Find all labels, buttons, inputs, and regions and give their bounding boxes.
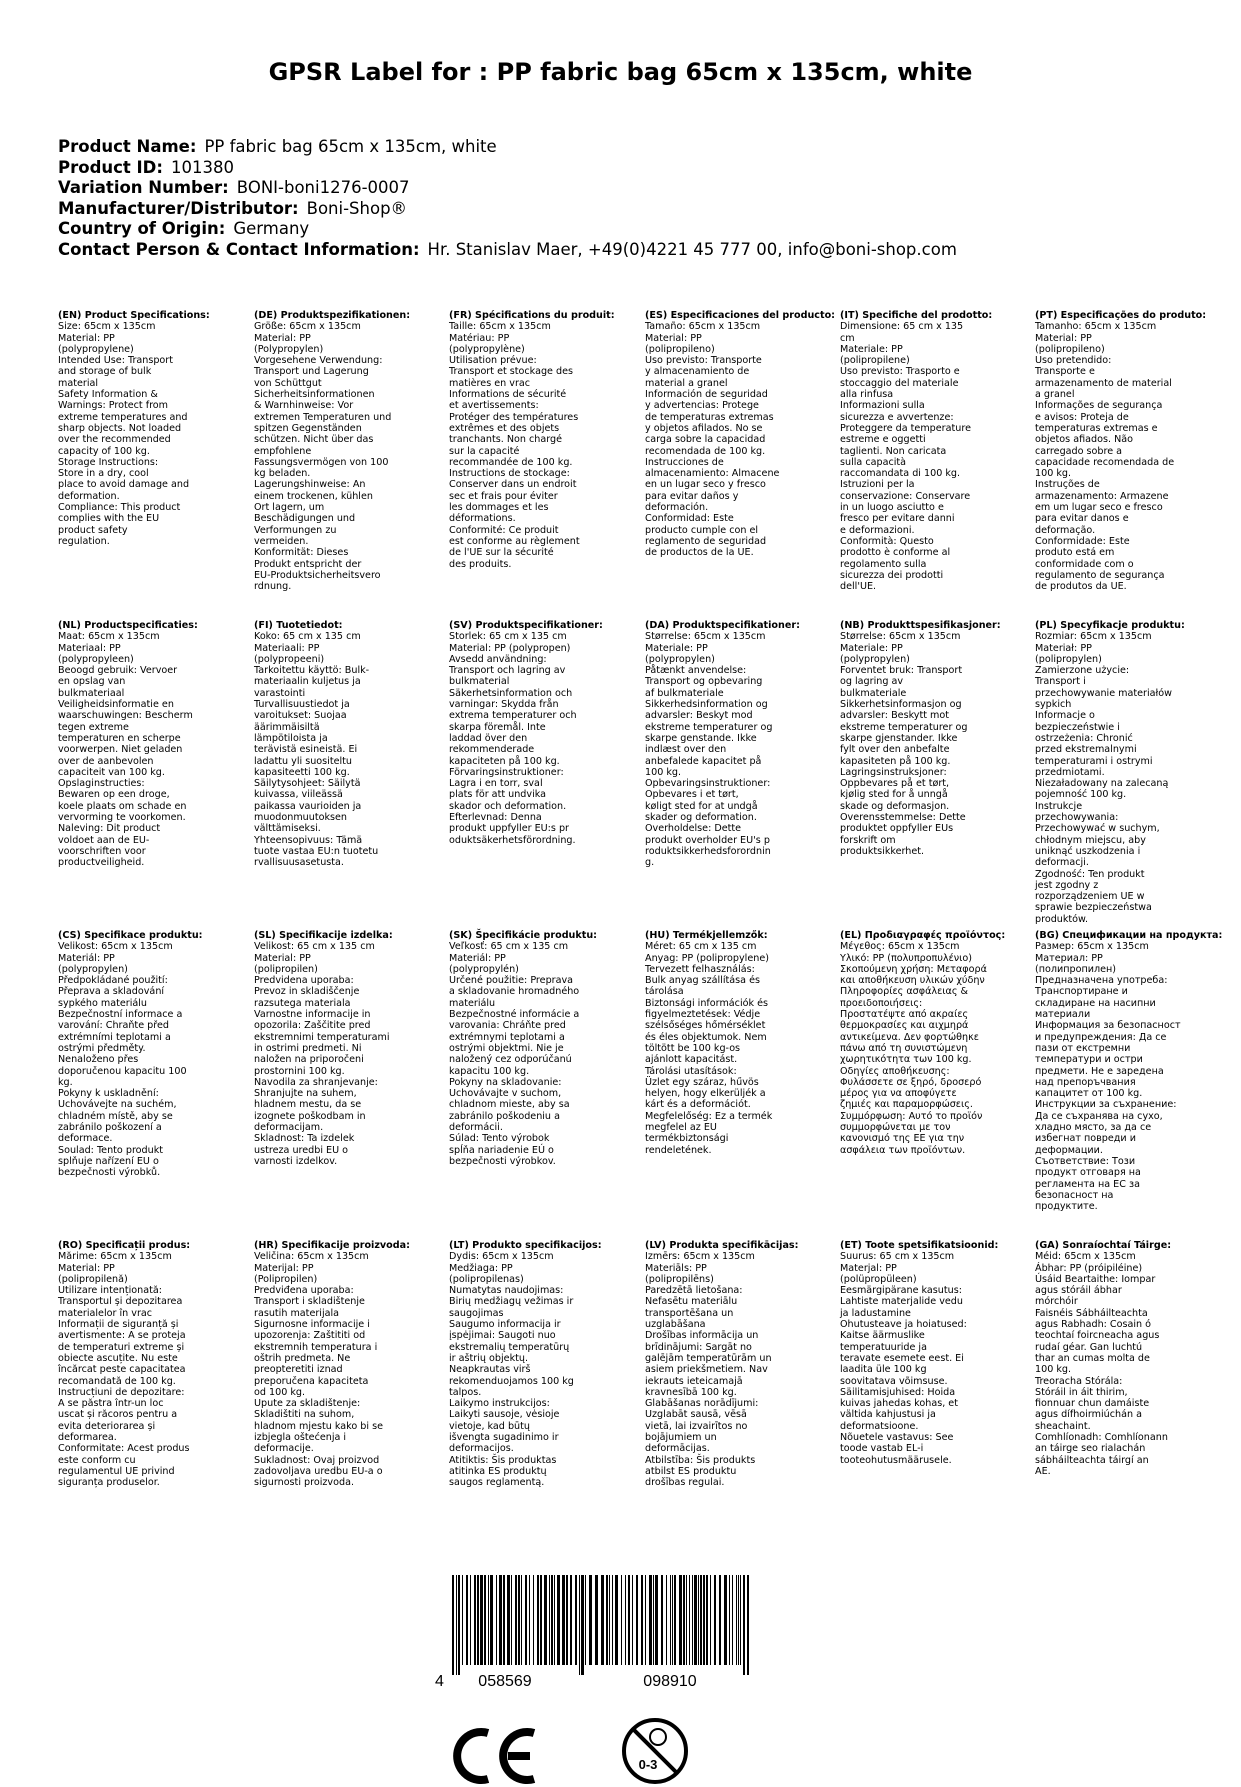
barcode-digits-mid: 058569 bbox=[478, 1673, 532, 1690]
spec-line: Velikost: 65 cm x 135 cm bbox=[254, 941, 375, 953]
spec-line: Utilizare intenționată: Transportul și depozitarea materialelor în vrac bbox=[58, 1285, 183, 1319]
barcode-bar bbox=[562, 1575, 565, 1665]
info-row bbox=[58, 199, 957, 220]
spec-line: Instrucciones de almacenamiento: Almacene en un lugar seco y fresco para evitar daños y deformación. bbox=[645, 456, 780, 514]
barcode-bar bbox=[632, 1575, 633, 1665]
barcode-bar bbox=[689, 1575, 690, 1665]
spec-line: Glabāšanas norādījumi: Uzglabāt sausā, vēsā vietā, lai izvairītos no bojājumiem un deformācijas. bbox=[645, 1398, 759, 1455]
barcode-bar bbox=[566, 1575, 568, 1665]
spec-line: Úsáid Beartaithe: Iompar agus stóráil ábhar mórchóir bbox=[1035, 1273, 1156, 1308]
spec-line: Safety Information & Warnings: Protect from extreme temperatures and sharp objects. Not loaded over the recommended capacity of 100 kg. bbox=[58, 389, 188, 457]
spec-line: Säkerhetsinformation och varningar: Skydda från extrema temperaturer och skarpa föremål. Inte laddad över den rekommenderade kapaciteten på 100 kg. bbox=[449, 687, 577, 767]
spec-line: Materijal: PP (Polipropilen) bbox=[254, 1262, 318, 1285]
product-info bbox=[58, 137, 957, 260]
spec-block bbox=[1035, 310, 1225, 592]
spec-line: Conformitate: Acest produs este conform cu regulamentul UE privind siguranța produselor. bbox=[58, 1443, 190, 1489]
barcode-bar bbox=[649, 1575, 652, 1665]
spec-line: Størrelse: 65cm x 135cm bbox=[645, 631, 766, 643]
spec-line: Sikkerhedsinformation og advarsler: Beskyt mod ekstreme temperaturer og skarpe genstande. Ikke indlæst over den anbefalede kapacitet på 100 kg. bbox=[645, 699, 773, 778]
barcode-bar bbox=[636, 1575, 638, 1665]
spec-line: Μέγεθος: 65cm x 135cm bbox=[840, 941, 960, 953]
barcode-bar bbox=[612, 1575, 613, 1665]
barcode-bar bbox=[595, 1575, 598, 1665]
spec-line: Informazioni sulla sicurezza e avvertenze: Proteggere da temperature estreme e oggetti taglienti. Non caricata sulla capacità raccomandata di 100 kg. bbox=[840, 400, 971, 480]
barcode-bar bbox=[488, 1575, 489, 1665]
spec-block bbox=[58, 620, 248, 869]
barcode-bar bbox=[518, 1575, 520, 1665]
spec-line: Säilitamisjuhised: Hoida kuivas jahedas kohas, et vältida kahjustusi ja deformatsioone. bbox=[840, 1386, 958, 1432]
spec-line: Tarkoitettu käyttö: Bulk- materiaalin kuljetus ja varastointi bbox=[254, 665, 370, 699]
spec-heading: (LV) Produkta specifikācijas: bbox=[645, 1240, 799, 1251]
barcode-bar bbox=[672, 1575, 673, 1665]
barcode-bar bbox=[740, 1575, 741, 1665]
barcode-bar bbox=[628, 1575, 630, 1665]
barcode-bar bbox=[458, 1575, 460, 1675]
info-label: Contact Person & Contact Information: bbox=[58, 239, 420, 259]
spec-line: Sicherheitsinformationen & Warnhinweise: Vor extremen Temperaturen und spitzen Gegenständen schützen. Nicht über das empfohlene Fassungsvermögen von 100 kg beladen. bbox=[254, 389, 392, 480]
spec-line: Информация за безопасност и предупреждения: Да се пази от екстремни температури и остри предмети. Не е заредена над препоръчвания капацитет от 100 kg. bbox=[1035, 1020, 1181, 1100]
info-label: Product Name: bbox=[58, 137, 197, 156]
spec-heading: (ET) Toote spetsifikatsioonid: bbox=[840, 1240, 999, 1251]
spec-heading: (HR) Specifikacije proizvoda: bbox=[254, 1240, 410, 1251]
info-row bbox=[58, 219, 957, 240]
spec-line: Συμμόρφωση: Αυτό το προϊόν συμμορφώνεται με τον κανονισμό της ΕΕ για την ασφάλεια των προϊόντων. bbox=[840, 1110, 983, 1156]
spec-line: Material: PP (polipropilen) bbox=[254, 952, 318, 975]
spec-line: Biztonsági információk és figyelmeztetések: Védje szélsőséges hőmérséklet és éles objektumok. Nem töltött be 100 kg-os ajánlott kapacitást. bbox=[645, 997, 768, 1066]
age-warning-icon bbox=[620, 1715, 690, 1787]
spec-line: Saugumo informacija ir įspėjimai: Saugoti nuo ekstremalių temperatūrų ir aštrių objektų. Neapkrautas virš rekomenduojamos 100 kg talpos. bbox=[449, 1319, 574, 1398]
barcode-bar bbox=[549, 1575, 550, 1665]
barcode-bar bbox=[655, 1575, 658, 1665]
spec-line: Zamierzone użycie: Transport i przechowywanie materiałów sypkich bbox=[1035, 665, 1172, 711]
spec-block bbox=[1035, 620, 1225, 925]
barcode-bar bbox=[525, 1575, 527, 1665]
spec-line: Lagringsinstruksjoner: Oppbevares på et tørt, kjølig sted for å unngå skade og deformasjon. bbox=[840, 766, 950, 812]
barcode-bar bbox=[551, 1575, 553, 1665]
spec-line: Informații de siguranță și avertismente: A se proteja de temperaturi extreme și obiecte ascuțite. Nu este încărcat peste capacitatea recomandată de 100 kg. bbox=[58, 1319, 186, 1387]
spec-line: Skladnost: Ta izdelek ustreza uredbi EU o varnosti izdelkov. bbox=[254, 1133, 355, 1167]
spec-line: Veiligheidsinformatie en waarschuwingen: Bescherm tegen extreme temperaturen en scherpe voorwerpen. Niet geladen over de aanbevolen capaciteit van 100 kg. bbox=[58, 699, 193, 778]
barcode-bar bbox=[615, 1575, 618, 1665]
spec-line: Forventet bruk: Transport og lagring av bulkmateriale bbox=[840, 665, 963, 699]
spec-line: Taille: 65cm x 135cm bbox=[449, 321, 551, 333]
spec-line: Material: PP (polypropen) bbox=[449, 642, 571, 654]
info-value: 101380 bbox=[170, 157, 234, 177]
barcode-bar bbox=[470, 1575, 471, 1665]
spec-block bbox=[840, 620, 1030, 857]
barcode-bar bbox=[581, 1575, 584, 1675]
spec-line: Materiale: PP (polipropilene) bbox=[840, 343, 910, 367]
barcode-bar bbox=[724, 1575, 727, 1665]
barcode-bar bbox=[515, 1575, 517, 1665]
barcode-bar bbox=[694, 1575, 697, 1665]
barcode-bar bbox=[601, 1575, 604, 1665]
spec-line: Sigurnosne informacije i upozorenja: Zaštititi od ekstremnih temperatura i oštrih predmeta. Ne preopteretiti iznad preporučena kapaciteta od 100 kg. bbox=[254, 1319, 378, 1398]
barcode-bar bbox=[503, 1575, 505, 1665]
spec-line: Größe: 65cm x 135cm bbox=[254, 321, 361, 333]
spec-block bbox=[58, 930, 248, 1179]
spec-line: Tamanho: 65cm x 135cm bbox=[1035, 321, 1157, 333]
barcode-digit-left: 4 bbox=[435, 1673, 444, 1690]
spec-line: Velikost: 65cm x 135cm bbox=[58, 941, 173, 953]
spec-line: Tárolási utasítások: Üzlet egy száraz, hűvös helyen, hogy elkerüljék a kárt és a deformációt. bbox=[645, 1065, 766, 1111]
spec-line: Uso pretendido: Transporte e armazenamento de material a granel bbox=[1035, 355, 1172, 401]
spec-line: Overensstemmelse: Dette produktet oppfyller EUs forskrift om produktsikkerhet. bbox=[840, 812, 966, 857]
barcode-bar bbox=[736, 1575, 737, 1665]
spec-line: Bezpečnostné informácie a varovania: Chráňte pred extrémnymi teplotami a ostrými objektmi. Nie je naložený cez odporúčanú kapacitu 100 kg. bbox=[449, 1009, 580, 1077]
spec-line: Paredzētā lietošana: Nefasētu materiālu transportēšana un uzglabāšana bbox=[645, 1285, 743, 1331]
spec-line: Πληροφορίες ασφάλειας & προειδοποιήσεις: Προστατέψτε από ακραίες θερμοκρασίες και αιχμηρά αντικείμενα. Δεν φορτώθηκε πάνω από τη συνιστώμενη χωρητικότητα των 100 kg. bbox=[840, 986, 979, 1066]
spec-line: Numatytas naudojimas: Birių medžiagų vežimas ir saugojimas bbox=[449, 1285, 574, 1319]
spec-line: Predviđena uporaba: Transport i skladištenje rasutih materijala bbox=[254, 1285, 365, 1319]
spec-line: Material: PP (polipropileno) bbox=[645, 332, 715, 355]
spec-line: Méret: 65 cm x 135 cm bbox=[645, 941, 757, 953]
barcode-bar bbox=[477, 1575, 479, 1665]
info-label: Product ID: bbox=[58, 157, 163, 177]
spec-line: Dydis: 65cm x 135cm bbox=[449, 1251, 554, 1263]
spec-line: Comhlíonadh: Comhlíonann an táirge seo rialachán sábháilteachta táirgí an AE. bbox=[1035, 1432, 1168, 1477]
spec-block bbox=[840, 310, 1030, 592]
spec-line: Turvallisuustiedot ja varoitukset: Suojaa äärimmäisiltä lämpötiloista ja terävistä esineistä. Ei ladattu yli suositeltu kapasiteetti 100 kg. bbox=[254, 699, 358, 778]
spec-line: Upute za skladištenje: Skladištiti na suhom, hladnom mjestu kako bi se izbjegla oštećenja i deformacije. bbox=[254, 1398, 383, 1455]
barcode-bar bbox=[710, 1575, 711, 1665]
barcode-bar bbox=[484, 1575, 486, 1665]
barcode-bar bbox=[466, 1575, 468, 1665]
spec-line: Påtænkt anvendelse: Transport og opbevaring af bulkmateriale bbox=[645, 665, 763, 699]
barcode-bar bbox=[533, 1575, 534, 1665]
spec-line: Предназначена употреба: Транспортиране и складиране на насипни материали bbox=[1035, 975, 1168, 1021]
spec-line: Koko: 65 cm x 135 cm bbox=[254, 631, 361, 643]
barcode-bar bbox=[511, 1575, 512, 1665]
spec-heading: (DE) Produktspezifikationen: bbox=[254, 310, 411, 321]
barcode-bar bbox=[499, 1575, 502, 1665]
spec-line: Drošības informācija un brīdinājumi: Sargāt no galējām temperatūrām un asiem priekšmetiem. Nav iekrauts ieteicamajā kravnesībā 100 kg. bbox=[645, 1330, 772, 1398]
spec-line: Materiale: PP (polypropylen) bbox=[645, 642, 715, 665]
barcode-bar bbox=[456, 1575, 457, 1675]
barcode-bar bbox=[670, 1575, 671, 1665]
spec-line: Materiaali: PP (polypropeeni) bbox=[254, 642, 325, 665]
spec-block bbox=[1035, 930, 1225, 1212]
barcode-bar bbox=[557, 1575, 560, 1665]
info-value: Boni-Shop® bbox=[306, 198, 408, 218]
barcode-bar bbox=[570, 1575, 572, 1665]
barcode-bar bbox=[462, 1575, 463, 1665]
spec-block bbox=[449, 310, 639, 570]
spec-line: Bezpečnostní informace a varování: Chraňte před extrémními teplotami a ostrými předměty. Nenaloženo přes doporučenou kapacitu 100 kg. bbox=[58, 1009, 187, 1088]
spec-block bbox=[58, 310, 248, 547]
spec-line: Faisnéis Sábháilteachta agus Rabhadh: Cosain ó teochtaí foircneacha agus rudaí géar. Gan luchtú thar an cumas molta de 100 kg. bbox=[1035, 1307, 1160, 1376]
spec-heading: (EL) Προδιαγραφές προϊόντος: bbox=[840, 930, 1006, 941]
spec-block bbox=[1035, 1240, 1225, 1477]
spec-line: Materiāls: PP (polipropilēns) bbox=[645, 1262, 714, 1285]
barcode-bar bbox=[738, 1575, 739, 1665]
barcode-bar bbox=[743, 1575, 745, 1675]
barcode-bar bbox=[621, 1575, 622, 1665]
spec-heading: (GA) Sonraíochtaí Táirge: bbox=[1035, 1240, 1172, 1251]
barcode-bar bbox=[496, 1575, 497, 1665]
spec-line: Opslaginstructies: Bewaren op een droge, koele plaats om schade en vervorming te voorkomen. bbox=[58, 778, 187, 824]
barcode-bar bbox=[537, 1575, 539, 1665]
age-label: 0-3 bbox=[638, 1757, 658, 1772]
spec-block bbox=[840, 930, 1030, 1156]
info-label: Manufacturer/Distributor: bbox=[58, 198, 299, 218]
info-value: BONI-boni1276-0007 bbox=[236, 178, 410, 197]
spec-line: Soulad: Tento produkt splňuje nařízení EU o bezpečnosti výrobků. bbox=[58, 1144, 164, 1179]
spec-block bbox=[449, 1240, 639, 1489]
spec-block bbox=[254, 1240, 444, 1489]
spec-line: Efterlevnad: Denna produkt uppfyller EU:s pr oduktsäkerhetsförordning. bbox=[449, 812, 576, 846]
barcode-bar bbox=[714, 1575, 716, 1665]
spec-line: Zgodność: Ten produkt jest zgodny z rozporządzeniem UE w sprawie bezpieczeństwa produktów. bbox=[1035, 868, 1152, 925]
barcode-bar bbox=[674, 1575, 676, 1665]
spec-heading: (RO) Specificații produs: bbox=[58, 1240, 191, 1251]
spec-heading: (FR) Spécifications du produit: bbox=[449, 310, 615, 321]
spec-line: Conformité: Ce produit est conforme au règlement de l'UE sur la sécurité des produits. bbox=[449, 524, 580, 570]
spec-line: Uso previsto: Transporte y almacenamiento de material a granel bbox=[645, 355, 762, 389]
spec-line: Naleving: Dit product voldoet aan de EU- voorschriften voor productveiligheid. bbox=[58, 823, 161, 869]
spec-line: Instruções de armazenamento: Armazene em um lugar seco e fresco para evitar danos e deformação. bbox=[1035, 479, 1169, 536]
spec-line: Beoogd gebruik: Vervoer en opslag van bulkmateriaal bbox=[58, 665, 178, 699]
spec-line: Určené použitie: Preprava a skladovanie hromadného materiálu bbox=[449, 975, 580, 1009]
spec-line: Dimensione: 65 cm x 135 cm bbox=[840, 321, 964, 344]
page-title: GPSR Label for : PP fabric bag 65cm x 135cm, white bbox=[268, 58, 973, 86]
barcode-bar bbox=[452, 1575, 454, 1675]
spec-line: Súlad: Tento výrobok spĺňa nariadenie EÚ o bezpečnosti výrobkov. bbox=[449, 1133, 556, 1167]
barcode-bar bbox=[490, 1575, 493, 1665]
spec-heading: (LT) Produkto specifikacijos: bbox=[449, 1240, 602, 1251]
barcode-bar bbox=[692, 1575, 693, 1665]
spec-line: Storlek: 65 cm x 135 cm bbox=[449, 631, 567, 643]
barcode-bar bbox=[507, 1575, 510, 1665]
barcode-bar bbox=[666, 1575, 667, 1665]
spec-line: Avsedd användning: Transport och lagring av bulkmaterial bbox=[449, 653, 566, 688]
spec-line: Οδηγίες αποθήκευσης: Φυλάσσετε σε ξηρό, δροσερό μέρος για να αποφύγετε ζημιές και παραμορφώσεις. bbox=[840, 1065, 982, 1111]
spec-line: Rozmiar: 65cm x 135cm bbox=[1035, 631, 1152, 643]
spec-line: Konformität: Dieses Produkt entspricht der EU-Produktsicherheitsvero rdnung. bbox=[254, 547, 381, 593]
spec-heading: (DA) Produktspecifikationer: bbox=[645, 620, 800, 631]
info-row bbox=[58, 178, 957, 199]
spec-line: Tervezett felhasználás: Bulk anyag szállítása és tárolása bbox=[645, 963, 760, 998]
spec-heading: (PT) Especificações do produto: bbox=[1035, 310, 1207, 321]
spec-line: Anyag: PP (polipropylene) bbox=[645, 952, 769, 964]
spec-line: Vorgesehene Verwendung: Transport und Lagerung von Schüttgut bbox=[254, 355, 383, 389]
spec-heading: (SL) Specifikacije izdelka: bbox=[254, 930, 393, 941]
barcode-bar bbox=[700, 1575, 702, 1665]
barcode-bar bbox=[625, 1575, 626, 1665]
spec-line: Overholdelse: Dette produkt overholder EU's p roduktsikkerhedsforordnin g. bbox=[645, 823, 771, 869]
spec-line: Nõuetele vastavus: See toode vastab EL-i tooteohutusmäärusele. bbox=[840, 1432, 954, 1466]
spec-line: Mărime: 65cm x 135cm bbox=[58, 1251, 172, 1263]
spec-heading: (BG) Спецификации на продукта: bbox=[1035, 930, 1223, 941]
barcode-bar bbox=[606, 1575, 608, 1665]
spec-line: Инструкции за съхранение: Да се съхранява на сухо, хладно място, за да се избегнат повреди и деформации. bbox=[1035, 1099, 1177, 1156]
spec-line: Intended Use: Transport and storage of bulk material bbox=[58, 355, 174, 389]
spec-line: Varnostne informacije in opozorila: Zaščitite pred ekstremnimi temperaturami in ostrimi predmeti. Ni naložen na priporočeni prostornini 100 kg. bbox=[254, 1009, 390, 1077]
barcode-bar bbox=[719, 1575, 721, 1665]
info-label: Country of Origin: bbox=[58, 219, 226, 238]
barcode-bar bbox=[544, 1575, 547, 1665]
info-row bbox=[58, 158, 957, 179]
spec-line: Conformità: Questo prodotto è conforme al regolamento sulla sicurezza dei prodotti dell'UE. bbox=[840, 535, 951, 593]
spec-line: Materiál: PP (polypropylén) bbox=[449, 952, 519, 975]
spec-line: Materjal: PP (polüpropüleen) bbox=[840, 1262, 917, 1285]
spec-line: Material: PP (polypropylene) bbox=[58, 332, 134, 355]
barcode-bar bbox=[529, 1575, 530, 1665]
spec-line: Uso previsto: Trasporto e stoccaggio del materiale alla rinfusa bbox=[840, 366, 960, 401]
barcode-bar bbox=[729, 1575, 730, 1665]
barcode-bar bbox=[747, 1575, 749, 1675]
spec-line: Conformidad: Este producto cumple con el reglamento de seguridad de productos de la UE. bbox=[645, 513, 767, 559]
spec-block bbox=[645, 310, 835, 559]
barcode-bar bbox=[480, 1575, 483, 1665]
spec-line: Informações de segurança e avisos: Proteja de temperaturas extremas e objetos afiados. Não carregado sobre a capacidade recomendada de 100 kg. bbox=[1035, 400, 1175, 480]
barcode-bar bbox=[703, 1575, 705, 1665]
ce-mark-icon bbox=[450, 1725, 540, 1787]
spec-line: Utilisation prévue: Transport et stockage des matières en vrac bbox=[449, 355, 573, 389]
spec-block bbox=[645, 1240, 835, 1489]
spec-line: Maat: 65cm x 135cm bbox=[58, 631, 160, 643]
barcode-bar bbox=[609, 1575, 610, 1665]
spec-line: Instrukcje przechowywania: Przechowywać w suchym, chłodnym miejscu, aby uniknąć uszkodzenia i deformacji. bbox=[1035, 800, 1160, 869]
spec-block bbox=[254, 620, 444, 869]
spec-block bbox=[449, 620, 639, 846]
spec-line: Treoracha Stórála: Stóráil in áit thirim, fionnuar chun damáiste agus dífhoirmiúchán a sheachaint. bbox=[1035, 1375, 1150, 1432]
spec-line: Материал: PP (полипропилен) bbox=[1035, 952, 1117, 975]
info-row bbox=[58, 240, 957, 261]
spec-line: Informacje o bezpieczeństwie i ostrzeżenia: Chronić przed ekstremalnymi temperaturami i ostrymi przedmiotami. Niezaładowany na zalecaną pojemność 100 kg. bbox=[1035, 710, 1169, 801]
spec-line: Material: PP (polipropileno) bbox=[1035, 332, 1105, 355]
spec-line: Σκοπούμενη χρήση: Μεταφορά και αποθήκευση υλικών χύδην bbox=[840, 963, 987, 987]
spec-line: Ohutusteave ja hoiatused: Kaitse äärmuslike temperatuuride ja teravate esemete eest. Ei laadita üle 100 kg soovitatava võimsuse. bbox=[840, 1319, 967, 1387]
barcode-bar bbox=[661, 1575, 663, 1665]
spec-line: Atitiktis: Šis produktas atitinka ES produktų saugos reglamentą. bbox=[449, 1454, 557, 1489]
spec-line: Υλικό: PP (πολυπροπυλένιο) bbox=[840, 952, 972, 964]
spec-block bbox=[645, 620, 835, 869]
spec-line: Méid: 65cm x 135cm bbox=[1035, 1251, 1136, 1263]
barcode-bar bbox=[706, 1575, 708, 1665]
spec-heading: (FI) Tuotetiedot: bbox=[254, 620, 343, 631]
spec-line: Eesmärgipärane kasutus: Lahtiste materjalide vedu ja ladustamine bbox=[840, 1285, 963, 1319]
spec-line: Predvidena uporaba: Prevoz in skladiščenje razsutega materiala bbox=[254, 975, 360, 1009]
spec-line: Instrucțiuni de depozitare: A se păstra într-un loc uscat și răcoros pentru a evita deteriorarea și deformarea. bbox=[58, 1386, 185, 1444]
spec-line: Pokyny k uskladnění: Uchovávejte na suchém, chladném místě, aby se zabránilo poškození a deformace. bbox=[58, 1088, 177, 1145]
spec-line: Размер: 65cm x 135cm bbox=[1035, 941, 1149, 953]
spec-line: Materiál: PP (polypropylen) bbox=[58, 952, 128, 975]
barcode-bar bbox=[645, 1575, 646, 1665]
barcode-bar bbox=[732, 1575, 733, 1665]
spec-line: Conformidade: Este produto está em conformidade com o regulamento de segurança de produtos da UE. bbox=[1035, 535, 1165, 593]
barcode-digits-right: 098910 bbox=[643, 1673, 697, 1690]
spec-line: Matériau: PP (polypropylène) bbox=[449, 332, 525, 355]
barcode-bar bbox=[698, 1575, 699, 1665]
spec-line: Izmērs: 65cm x 135cm bbox=[645, 1251, 755, 1263]
spec-line: Yhteensopivuus: Tämä tuote vastaa EU:n tuotetu rvallisuusasetusta. bbox=[254, 834, 379, 869]
info-value: Hr. Stanislav Maer, +49(0)4221 45 777 00, info@boni-shop.com bbox=[427, 239, 957, 259]
spec-line: Informations de sécurité et avertissements: Protéger des températures extrêmes et des objets tranchants. Non chargé sur la capacité recommandée de 100 kg. bbox=[449, 389, 579, 468]
barcode-bar bbox=[585, 1575, 586, 1665]
spec-line: Información de seguridad y advertencias: Protege de temperaturas extremas y objetos afilados. No se carga sobre la capacidad recomendada de 100 kg. bbox=[645, 389, 774, 457]
spec-line: Størrelse: 65cm x 135cm bbox=[840, 631, 961, 643]
spec-line: Pokyny na skladovanie: Uchovávajte v suchom, chladnom mieste, aby sa zabránilo poškodeniu a deformácii. bbox=[449, 1076, 570, 1134]
spec-heading: (ES) Especificaciones del producto: bbox=[645, 310, 836, 321]
spec-line: Ábhar: PP (próipiléine) bbox=[1035, 1262, 1143, 1274]
spec-line: Suurus: 65 cm x 135cm bbox=[840, 1251, 955, 1263]
barcode-bar bbox=[554, 1575, 555, 1665]
spec-line: Materiale: PP (polypropylen) bbox=[840, 642, 910, 665]
spec-line: Съответствие: Този продукт отговаря на регламента на ЕС за безопасност на продуктите. bbox=[1035, 1155, 1141, 1213]
spec-heading: (HU) Termékjellemzők: bbox=[645, 930, 768, 941]
info-row bbox=[58, 137, 957, 158]
spec-line: Megfelelőség: Ez a termék megfelel az EU termékbiztonsági rendeletének. bbox=[645, 1110, 773, 1156]
spec-line: Material: PP (Polypropylen) bbox=[254, 332, 324, 355]
spec-heading: (CS) Specifikace produktu: bbox=[58, 930, 203, 941]
spec-line: Laikymo instrukcijos: Laikyti sausoje, vėsioje vietoje, kad būtų išvengta sugadinimo ir deformacijos. bbox=[449, 1398, 560, 1455]
spec-heading: (NL) Productspecificaties: bbox=[58, 620, 198, 631]
spec-line: Istruzioni per la conservazione: Conservare in un luogo asciutto e fresco per evitare danni e deformazioni. bbox=[840, 479, 971, 536]
spec-line: Medžiaga: PP (polipropilenas) bbox=[449, 1262, 524, 1285]
spec-block bbox=[58, 1240, 248, 1489]
barcode-bar bbox=[579, 1575, 580, 1675]
spec-line: Lagerungshinweise: An einem trockenen, kühlen Ort lagern, um Beschädigungen und Verformungen zu vermeiden. bbox=[254, 479, 373, 547]
spec-heading: (PL) Specyfikacje produktu: bbox=[1035, 620, 1185, 631]
info-value: Germany bbox=[233, 219, 310, 238]
spec-block bbox=[449, 930, 639, 1167]
spec-line: Materiał: PP (polipropylen) bbox=[1035, 642, 1102, 665]
barcode-bar bbox=[575, 1575, 577, 1665]
barcode-bar bbox=[589, 1575, 592, 1665]
spec-line: Sukladnost: Ovaj proizvod zadovoljava uredbu EU-a o sigurnosti proizvoda. bbox=[254, 1454, 383, 1489]
spec-line: Instructions de stockage: Conserver dans un endroit sec et frais pour éviter les dommages et les déformations. bbox=[449, 468, 577, 525]
spec-line: Veličina: 65cm x 135cm bbox=[254, 1251, 369, 1263]
barcode-bar bbox=[474, 1575, 476, 1665]
spec-heading: (EN) Product Specifications: bbox=[58, 310, 210, 321]
spec-heading: (IT) Specifiche del prodotto: bbox=[840, 310, 993, 321]
spec-block bbox=[840, 1240, 1030, 1466]
spec-line: Storage Instructions: Store in a dry, cool place to avoid damage and deformation. bbox=[58, 456, 190, 502]
spec-line: Atbilstība: Šis produkts atbilst ES produktu drošības regulai. bbox=[645, 1454, 756, 1489]
barcode-bar bbox=[653, 1575, 654, 1665]
barcode-bar bbox=[521, 1575, 522, 1665]
barcode-bar bbox=[540, 1575, 542, 1665]
spec-heading: (NB) Produkttspesifikasjoner: bbox=[840, 620, 1001, 631]
spec-block bbox=[254, 310, 444, 592]
spec-line: Compliance: This product complies with the EU product safety regulation. bbox=[58, 502, 181, 547]
spec-line: Förvaringsinstruktioner: Lagra i en torr, sval plats för att undvika skador och deformation. bbox=[449, 766, 567, 812]
info-value: PP fabric bag 65cm x 135cm, white bbox=[204, 137, 497, 156]
spec-line: Materiaal: PP (polypropyleen) bbox=[58, 642, 134, 665]
spec-block bbox=[645, 930, 835, 1156]
barcode-bar bbox=[683, 1575, 685, 1665]
barcode-bar bbox=[679, 1575, 682, 1665]
spec-heading: (SK) Špecifikácie produktu: bbox=[449, 930, 598, 941]
spec-line: Säilytysohjeet: Säilytä kuivassa, viileässä paikassa vaurioiden ja muodonmuutoksen välttämiseksi. bbox=[254, 778, 362, 835]
spec-heading: (SV) Produktspecifikationer: bbox=[449, 620, 603, 631]
spec-block bbox=[254, 930, 444, 1167]
info-label: Variation Number: bbox=[58, 178, 229, 197]
spec-line: Opbevaringsinstruktioner: Opbevares i et tørt, køligt sted for at undgå skader og deformation. bbox=[645, 778, 771, 824]
spec-line: Sikkerhetsinformasjon og advarsler: Beskytt mot ekstreme temperaturer og skarpe gjenstander. Ikke fylt over den anbefalte kapasiteten på 100 kg. bbox=[840, 699, 968, 767]
spec-line: Tamaño: 65cm x 135cm bbox=[645, 321, 761, 333]
spec-line: Size: 65cm x 135cm bbox=[58, 321, 156, 333]
barcode-bar bbox=[686, 1575, 687, 1665]
spec-line: Material: PP (polipropilenă) bbox=[58, 1262, 128, 1285]
spec-line: Veľkosť: 65 cm x 135 cm bbox=[449, 941, 569, 953]
barcode-bar bbox=[641, 1575, 643, 1665]
barcode bbox=[430, 1575, 760, 1690]
spec-line: Předpokládané použití: Přeprava a skladování sypkého materiálu bbox=[58, 975, 168, 1009]
spec-line: Navodila za shranjevanje: Shranjujte na suhem, hladnem mestu, da se izognete poškodbam in deformacijam. bbox=[254, 1076, 378, 1134]
